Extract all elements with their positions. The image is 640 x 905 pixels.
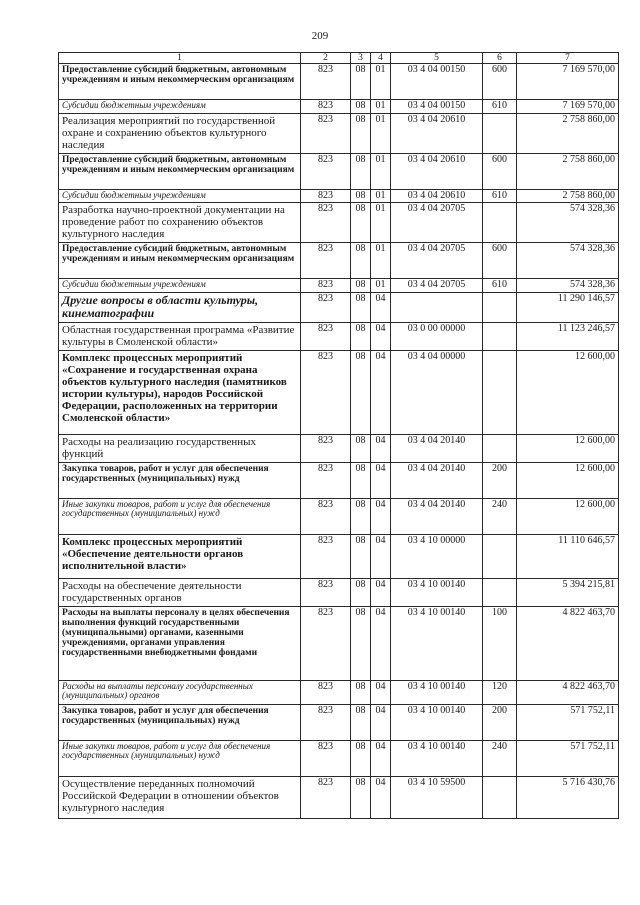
section-code: 08 xyxy=(351,189,371,203)
subsection-code: 04 xyxy=(371,322,391,350)
section-code: 08 xyxy=(351,203,371,243)
expense-type-code xyxy=(483,350,517,434)
expense-type-code: 200 xyxy=(483,704,517,740)
row-description: Расходы на выплаты персоналу в целях обеспечения выполнения функций государственными (муниципальными) органами, казенными учреждениями, органами управления государственными внебюджетными фондами xyxy=(59,606,301,680)
table-row xyxy=(59,279,619,293)
subsection-code: 04 xyxy=(371,704,391,740)
expense-type-code: 200 xyxy=(483,462,517,498)
section-code: 08 xyxy=(351,350,371,434)
table-row xyxy=(59,434,619,462)
table-row xyxy=(59,462,619,498)
target-article-code: 03 4 10 00140 xyxy=(391,704,483,740)
target-article-code: 03 4 10 59500 xyxy=(391,776,483,818)
section-code: 08 xyxy=(351,534,371,578)
ministry-code: 823 xyxy=(301,434,351,462)
expense-type-code xyxy=(483,292,517,322)
expense-type-code: 240 xyxy=(483,498,517,534)
section-code: 08 xyxy=(351,100,371,114)
target-article-code: 03 4 04 20610 xyxy=(391,189,483,203)
target-article-code: 03 4 04 20705 xyxy=(391,243,483,279)
expense-type-code: 600 xyxy=(483,64,517,100)
amount: 12 600,00 xyxy=(517,462,619,498)
row-description: Реализация мероприятий по государственной охране и сохранению объектов культурного наследия xyxy=(59,113,301,153)
table-row xyxy=(59,203,619,243)
row-description: Предоставление субсидий бюджетным, автономным учреждениям и иным некоммерческим организациям xyxy=(59,153,301,189)
amount: 571 752,11 xyxy=(517,740,619,776)
row-description: Субсидии бюджетным учреждениям xyxy=(59,279,301,293)
row-description: Другие вопросы в области культуры, кинематографии xyxy=(59,292,301,322)
table-row xyxy=(59,350,619,434)
amount: 4 822 463,70 xyxy=(517,606,619,680)
table-row xyxy=(59,704,619,740)
subsection-code: 01 xyxy=(371,100,391,114)
subsection-code: 01 xyxy=(371,153,391,189)
expense-type-code xyxy=(483,322,517,350)
section-code: 08 xyxy=(351,153,371,189)
amount: 2 758 860,00 xyxy=(517,153,619,189)
target-article-code: 03 4 04 00000 xyxy=(391,350,483,434)
table-header-row xyxy=(59,53,619,64)
table-row xyxy=(59,680,619,704)
row-description: Предоставление субсидий бюджетным, автономным учреждениям и иным некоммерческим организациям xyxy=(59,243,301,279)
row-description: Закупка товаров, работ и услуг для обеспечения государственных (муниципальных) нужд xyxy=(59,462,301,498)
amount: 571 752,11 xyxy=(517,704,619,740)
subsection-code: 01 xyxy=(371,189,391,203)
ministry-code: 823 xyxy=(301,322,351,350)
amount: 12 600,00 xyxy=(517,498,619,534)
target-article-code: 03 4 10 00000 xyxy=(391,534,483,578)
ministry-code: 823 xyxy=(301,462,351,498)
amount: 12 600,00 xyxy=(517,434,619,462)
target-article-code: 03 4 10 00140 xyxy=(391,578,483,606)
ministry-code: 823 xyxy=(301,113,351,153)
ministry-code: 823 xyxy=(301,776,351,818)
subsection-code: 04 xyxy=(371,606,391,680)
target-article-code xyxy=(391,292,483,322)
expense-type-code xyxy=(483,113,517,153)
amount: 11 123 246,57 xyxy=(517,322,619,350)
table-row xyxy=(59,322,619,350)
expense-type-code xyxy=(483,203,517,243)
ministry-code: 823 xyxy=(301,578,351,606)
row-description: Закупка товаров, работ и услуг для обеспечения государственных (муниципальных) нужд xyxy=(59,704,301,740)
subsection-code: 01 xyxy=(371,203,391,243)
column-header: 7 xyxy=(517,53,619,64)
section-code: 08 xyxy=(351,113,371,153)
target-article-code: 03 4 04 20705 xyxy=(391,203,483,243)
expense-type-code: 610 xyxy=(483,279,517,293)
target-article-code: 03 4 04 00150 xyxy=(391,100,483,114)
section-code: 08 xyxy=(351,680,371,704)
ministry-code: 823 xyxy=(301,606,351,680)
section-code: 08 xyxy=(351,462,371,498)
subsection-code: 04 xyxy=(371,534,391,578)
ministry-code: 823 xyxy=(301,292,351,322)
subsection-code: 01 xyxy=(371,64,391,100)
amount: 7 169 570,00 xyxy=(517,100,619,114)
table-row xyxy=(59,189,619,203)
expense-type-code xyxy=(483,776,517,818)
expense-type-code: 610 xyxy=(483,189,517,203)
expense-type-code: 610 xyxy=(483,100,517,114)
subsection-code: 04 xyxy=(371,434,391,462)
target-article-code: 03 4 04 20610 xyxy=(391,113,483,153)
ministry-code: 823 xyxy=(301,243,351,279)
ministry-code: 823 xyxy=(301,189,351,203)
target-article-code: 03 4 10 00140 xyxy=(391,680,483,704)
subsection-code: 04 xyxy=(371,292,391,322)
budget-table xyxy=(58,52,619,819)
section-code: 08 xyxy=(351,578,371,606)
target-article-code: 03 0 00 00000 xyxy=(391,322,483,350)
expense-type-code xyxy=(483,434,517,462)
table-row xyxy=(59,534,619,578)
column-header: 3 xyxy=(351,53,371,64)
amount: 574 328,36 xyxy=(517,279,619,293)
subsection-code: 04 xyxy=(371,350,391,434)
ministry-code: 823 xyxy=(301,350,351,434)
amount: 12 600,00 xyxy=(517,350,619,434)
amount: 5 716 430,76 xyxy=(517,776,619,818)
subsection-code: 01 xyxy=(371,279,391,293)
row-description: Осуществление переданных полномочий Российской Федерации в отношении объектов культурного наследия xyxy=(59,776,301,818)
row-description: Иные закупки товаров, работ и услуг для обеспечения государственных (муниципальных) нужд xyxy=(59,498,301,534)
ministry-code: 823 xyxy=(301,704,351,740)
subsection-code: 04 xyxy=(371,462,391,498)
ministry-code: 823 xyxy=(301,740,351,776)
ministry-code: 823 xyxy=(301,680,351,704)
section-code: 08 xyxy=(351,292,371,322)
expense-type-code: 120 xyxy=(483,680,517,704)
amount: 574 328,36 xyxy=(517,243,619,279)
section-code: 08 xyxy=(351,606,371,680)
ministry-code: 823 xyxy=(301,498,351,534)
subsection-code: 04 xyxy=(371,680,391,704)
table-row xyxy=(59,498,619,534)
ministry-code: 823 xyxy=(301,64,351,100)
subsection-code: 01 xyxy=(371,243,391,279)
target-article-code: 03 4 04 20140 xyxy=(391,498,483,534)
table-row xyxy=(59,64,619,100)
table-row xyxy=(59,740,619,776)
target-article-code: 03 4 04 20140 xyxy=(391,462,483,498)
amount: 11 290 146,57 xyxy=(517,292,619,322)
amount: 4 822 463,70 xyxy=(517,680,619,704)
ministry-code: 823 xyxy=(301,279,351,293)
section-code: 08 xyxy=(351,64,371,100)
expense-type-code: 240 xyxy=(483,740,517,776)
amount: 2 758 860,00 xyxy=(517,189,619,203)
amount: 2 758 860,00 xyxy=(517,113,619,153)
amount: 11 110 646,57 xyxy=(517,534,619,578)
row-description: Предоставление субсидий бюджетным, автономным учреждениям и иным некоммерческим организациям xyxy=(59,64,301,100)
row-description: Расходы на выплаты персоналу государственных (муниципальных) органов xyxy=(59,680,301,704)
amount: 7 169 570,00 xyxy=(517,64,619,100)
column-header: 5 xyxy=(391,53,483,64)
subsection-code: 04 xyxy=(371,740,391,776)
target-article-code: 03 4 04 20610 xyxy=(391,153,483,189)
target-article-code: 03 4 04 20705 xyxy=(391,279,483,293)
row-description: Расходы на реализацию государственных функций xyxy=(59,434,301,462)
expense-type-code: 100 xyxy=(483,606,517,680)
section-code: 08 xyxy=(351,776,371,818)
column-header: 1 xyxy=(59,53,301,64)
subsection-code: 04 xyxy=(371,776,391,818)
section-code: 08 xyxy=(351,279,371,293)
table-row xyxy=(59,578,619,606)
row-description: Комплекс процессных мероприятий «Сохранение и государственная охрана объектов культурного наследия (памятников истории культуры), народов Российской Федерации, расположенных на территории Смоленской области» xyxy=(59,350,301,434)
section-code: 08 xyxy=(351,740,371,776)
ministry-code: 823 xyxy=(301,100,351,114)
table-row xyxy=(59,153,619,189)
section-code: 08 xyxy=(351,434,371,462)
table-row xyxy=(59,113,619,153)
row-description: Иные закупки товаров, работ и услуг для обеспечения государственных (муниципальных) нужд xyxy=(59,740,301,776)
row-description: Областная государственная программа «Развитие культуры в Смоленской области» xyxy=(59,322,301,350)
column-header: 2 xyxy=(301,53,351,64)
amount: 5 394 215,81 xyxy=(517,578,619,606)
target-article-code: 03 4 04 00150 xyxy=(391,64,483,100)
target-article-code: 03 4 04 20140 xyxy=(391,434,483,462)
column-header: 6 xyxy=(483,53,517,64)
row-description: Комплекс процессных мероприятий «Обеспечение деятельности органов исполнительной власти» xyxy=(59,534,301,578)
target-article-code: 03 4 10 00140 xyxy=(391,606,483,680)
amount: 574 328,36 xyxy=(517,203,619,243)
expense-type-code: 600 xyxy=(483,153,517,189)
expense-type-code: 600 xyxy=(483,243,517,279)
expense-type-code xyxy=(483,534,517,578)
expense-type-code xyxy=(483,578,517,606)
section-code: 08 xyxy=(351,322,371,350)
row-description: Разработка научно-проектной документации на проведение работ по сохранению объектов культурного наследия xyxy=(59,203,301,243)
subsection-code: 04 xyxy=(371,498,391,534)
subsection-code: 01 xyxy=(371,113,391,153)
section-code: 08 xyxy=(351,243,371,279)
row-description: Субсидии бюджетным учреждениям xyxy=(59,189,301,203)
ministry-code: 823 xyxy=(301,203,351,243)
table-row xyxy=(59,100,619,114)
target-article-code: 03 4 10 00140 xyxy=(391,740,483,776)
column-header: 4 xyxy=(371,53,391,64)
section-code: 08 xyxy=(351,704,371,740)
table-row xyxy=(59,292,619,322)
table-row xyxy=(59,606,619,680)
row-description: Субсидии бюджетным учреждениям xyxy=(59,100,301,114)
section-code: 08 xyxy=(351,498,371,534)
table-row xyxy=(59,243,619,279)
ministry-code: 823 xyxy=(301,153,351,189)
row-description: Расходы на обеспечение деятельности государственных органов xyxy=(59,578,301,606)
page-number: 209 xyxy=(311,30,329,42)
subsection-code: 04 xyxy=(371,578,391,606)
table-row xyxy=(59,776,619,818)
ministry-code: 823 xyxy=(301,534,351,578)
